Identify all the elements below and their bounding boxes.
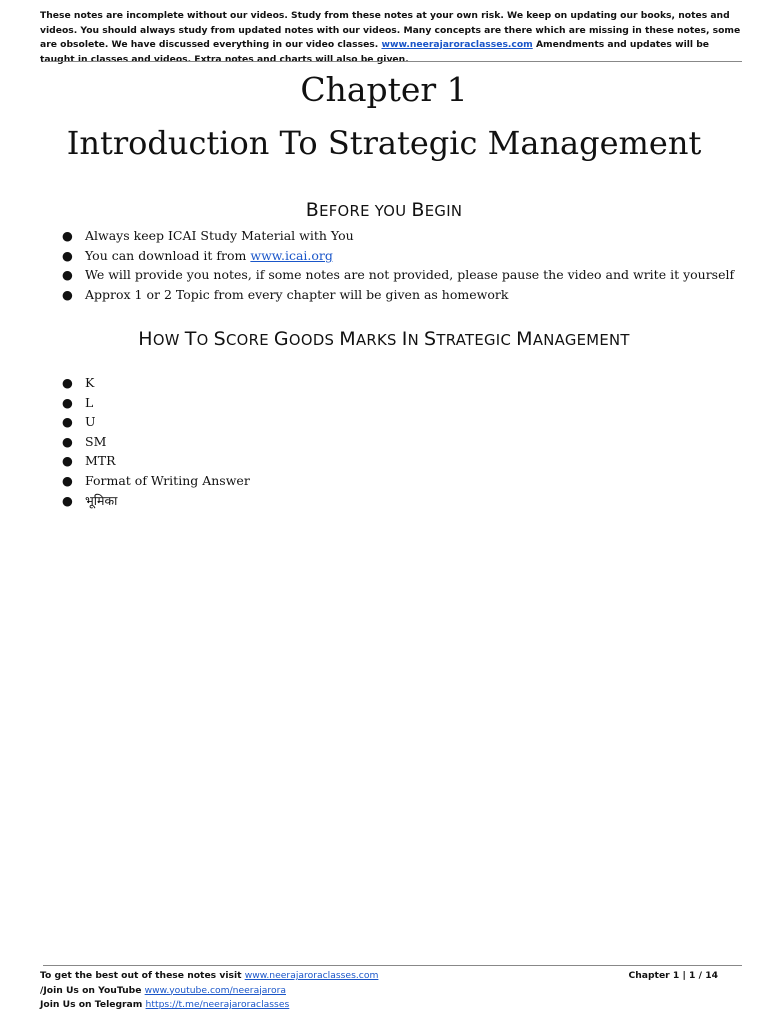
heading-fragment: I [401,328,408,350]
bullet-icon: ● [62,414,73,430]
list-item-text: L [85,394,94,410]
list-item [62,491,250,511]
icai-link[interactable]: www.icai.org [250,247,333,263]
heading-fragment: TRATEGIC [436,332,517,349]
page-number: Chapter 1 | 1 / 14 [628,970,718,981]
list-item-text: SM [85,433,107,449]
list-item [62,432,250,452]
list-item [62,285,734,305]
section-heading-score-marks [0,325,768,355]
heading-fragment: EGIN [424,203,463,220]
list-item [62,373,250,393]
heading-fragment: OW [152,332,185,349]
heading-fragment: B [305,199,320,221]
list-item [62,412,250,432]
list-item [62,471,250,491]
footer-text: To get the best out of these notes visit [40,970,245,981]
heading-fragment: ANAGEMENT [532,332,630,349]
heading-fragment: M [339,328,356,350]
footer-divider [43,965,742,966]
list-item-text: Always keep ICAI Study Material with You [85,228,354,243]
list-item-text: भूमिका [85,492,118,508]
heading-fragment: ARKS [355,332,402,349]
footer-text: /Join Us on YouTube [40,984,145,996]
footer-website-link[interactable]: www.neerajaroraclasses.com [244,970,379,981]
bullet-icon: ● [62,286,73,302]
bullet-icon: ● [62,247,73,263]
list-item [62,246,734,266]
heading-fragment: YOU [374,203,412,220]
heading-fragment: G [273,328,289,350]
score-marks-list [62,373,250,510]
chapter-number: Chapter 1 [300,70,468,109]
bullet-icon: ● [62,394,73,410]
footer-telegram-link[interactable]: https://t.me/neerajaroraclasses [145,999,290,1010]
list-item [62,265,734,285]
heading-fragment: O [196,332,214,349]
list-item-text: MTR [85,453,116,469]
heading-fragment: S [213,328,227,350]
list-item-text: Format of Writing Answer [85,472,250,488]
heading-fragment: B [411,199,425,221]
list-item-text: We will provide you notes, if some notes are not provided, please pause the video and write it yourself [85,267,735,283]
disclaimer-text-after: Amendments and updates will be taught in classes and videos. Extra notes and charts will also be given. [40,39,710,65]
bullet-icon: ● [62,453,73,469]
list-item-text: U [85,414,96,430]
list-item [62,451,250,471]
footer-links [40,969,730,1013]
list-item [62,393,250,413]
heading-fragment: T [184,328,197,350]
list-item-text: K [85,375,95,390]
list-item-text: You can download it from [85,247,251,263]
list-item-text: Approx 1 or 2 Topic from every chapter will be given as homework [85,286,509,302]
heading-fragment: OODS [288,332,340,349]
disclaimer-text: These notes are incomplete without our videos. Study from these notes at your own risk. We keep on updating our books, notes and videos. You should always study from updated notes with our videos. Many concepts are there which are missing in these notes, some are obsolete. We have discussed everything in our video classes. [40,10,741,50]
heading-fragment: N [407,332,425,349]
bullet-icon: ● [62,375,73,390]
header-disclaimer [40,9,744,67]
header-divider [43,61,742,62]
heading-fragment: CORE [226,332,274,349]
before-you-begin-list [62,226,734,304]
bullet-icon: ● [62,267,73,283]
footer-line-youtube [40,984,730,999]
heading-fragment: H [138,328,153,350]
bullet-icon: ● [62,492,73,508]
heading-fragment: EFORE [319,203,375,220]
footer-youtube-link[interactable]: www.youtube.com/neerajarora [144,984,286,996]
chapter-title: Introduction To Strategic Management [66,124,702,162]
bullet-icon: ● [62,228,73,243]
footer-line-website [40,969,730,984]
footer-text: Join Us on Telegram [40,999,146,1010]
bullet-icon: ● [62,433,73,449]
section-heading-before-you-begin [0,196,768,226]
bullet-icon: ● [62,472,73,488]
heading-fragment: M [516,328,533,350]
footer-line-telegram [40,998,730,1013]
heading-fragment: S [424,328,437,350]
disclaimer-website-link[interactable]: www.neerajaroraclasses.com [381,39,533,50]
list-item [62,226,734,246]
